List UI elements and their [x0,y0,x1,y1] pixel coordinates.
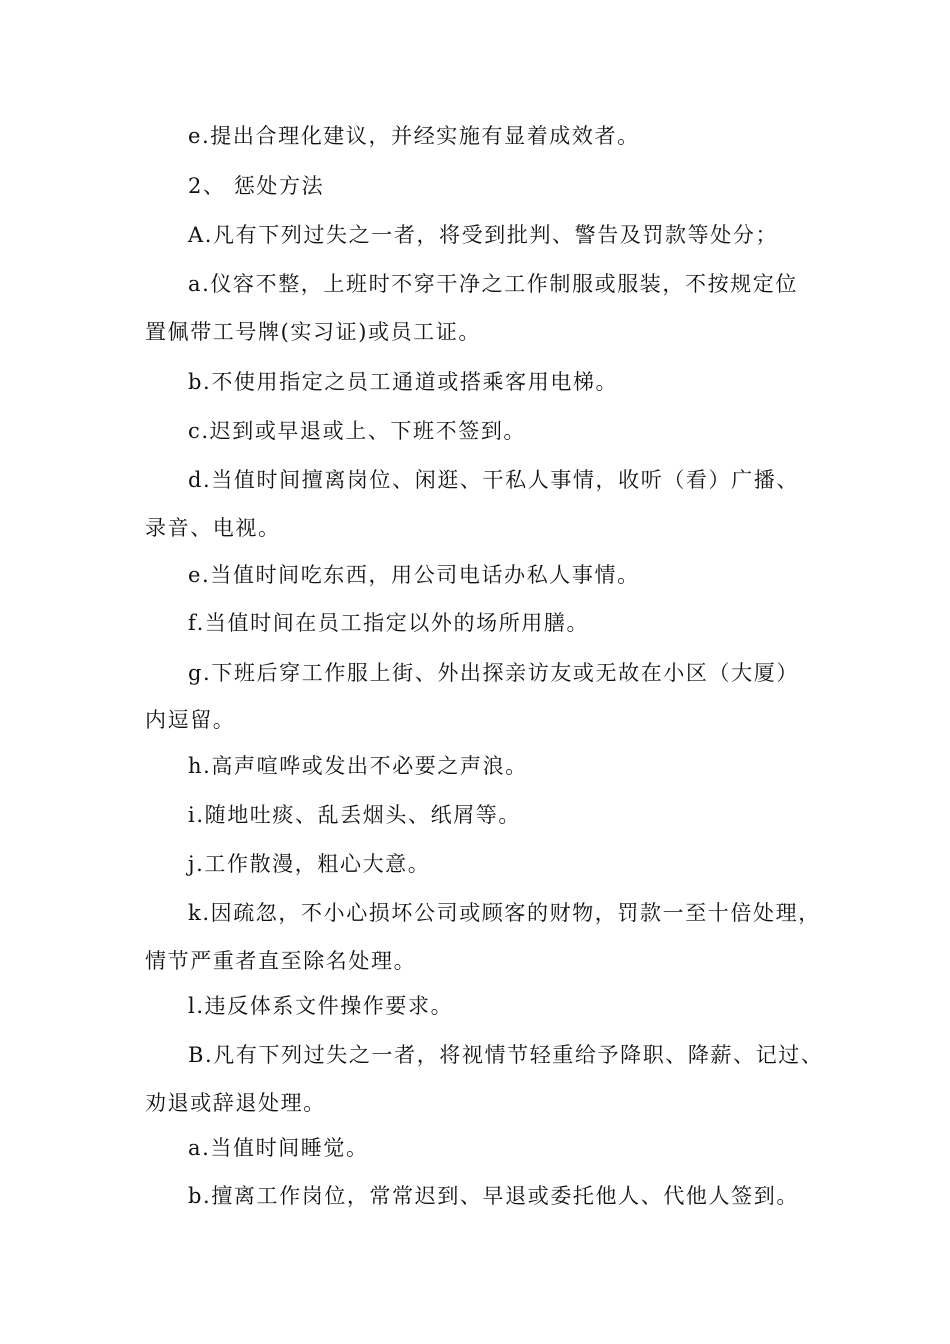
paragraph-line: e.提出合理化建议，并经实施有显着成效者。 [188,124,640,148]
paragraph-line: d.当值时间擅离岗位、闲逛、干私人事情，收听（看）广播、 [188,468,799,492]
paragraph-line: 录音、电视。 [145,516,281,540]
paragraph-line: b.擅离工作岗位，常常迟到、早退或委托他人、代他人签到。 [188,1184,799,1208]
paragraph-line: e.当值时间吃东西，用公司电话办私人事情。 [188,563,640,587]
paragraph-line: h.高声喧哗或发出不必要之声浪。 [188,754,528,778]
paragraph-line: a.当值时间睡觉。 [188,1136,369,1160]
paragraph-line: b.不使用指定之员工通道或搭乘客用电梯。 [188,370,619,394]
paragraph-line: a.仪容不整，上班时不穿干净之工作制服或服装，不按规定位 [188,272,798,296]
paragraph-line: i.随地吐痰、乱丢烟头、纸屑等。 [188,803,521,827]
paragraph-line: 情节严重者直至除名处理。 [145,949,417,973]
paragraph-line: c.迟到或早退或上、下班不签到。 [188,419,527,443]
paragraph-line: g.下班后穿工作服上街、外出探亲访友或无故在小区（大厦） [188,661,799,685]
paragraph-line: 置佩带工号牌(实习证)或员工证。 [145,320,481,344]
paragraph-line: 劝退或辞退处理。 [145,1091,326,1115]
paragraph-line: k.因疏忽，不小心损坏公司或顾客的财物，罚款一至十倍处理， [188,901,821,925]
paragraph-line: B.凡有下列过失之一者，将视情节轻重给予降职、降薪、记过、 [188,1043,824,1067]
paragraph-line: 内逗留。 [145,708,236,732]
paragraph-line: j.工作散漫，粗心大意。 [188,852,431,876]
section-heading: 2、 惩处方法 [188,174,325,198]
paragraph-line: f.当值时间在员工指定以外的场所用膳。 [188,611,590,635]
paragraph-line: A.凡有下列过失之一者，将受到批判、警告及罚款等处分； [188,223,779,247]
paragraph-line: l.违反体系文件操作要求。 [188,994,454,1018]
